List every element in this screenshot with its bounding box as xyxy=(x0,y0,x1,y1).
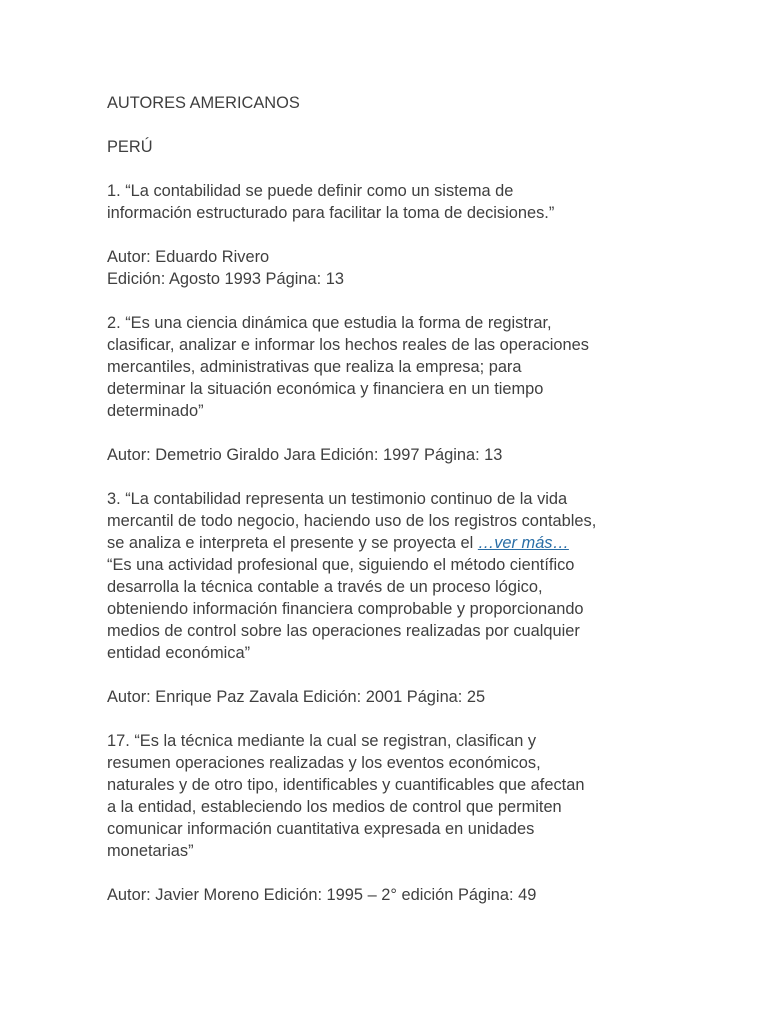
entry-1-author: Autor: Eduardo Rivero xyxy=(107,248,270,266)
entry-2-author: Autor: Demetrio Giraldo Jara Edición: 1997 Página: 13 xyxy=(107,446,503,464)
entry-17-citation xyxy=(107,884,667,906)
entry-3-continuation-line: entidad económica” xyxy=(107,644,251,662)
entry-3-continuation-line: desarrolla la técnica contable a través de un proceso lógico, xyxy=(107,578,543,596)
entry-1-line: 1. “La contabilidad se puede definir como un sistema de xyxy=(107,182,514,200)
entry-17-quote xyxy=(107,730,667,862)
entry-2-quote xyxy=(107,312,667,422)
entry-17-line: resumen operaciones realizadas y los eventos económicos, xyxy=(107,754,541,772)
entry-2-line: mercantiles, administrativas que realiza la empresa; para xyxy=(107,358,522,376)
document-page xyxy=(107,92,667,906)
entry-3-line: mercantil de todo negocio, haciendo uso de los registros contables, xyxy=(107,512,597,530)
document-heading: AUTORES AMERICANOS xyxy=(107,94,300,112)
entry-17-line: 17. “Es la técnica mediante la cual se registran, clasifican y xyxy=(107,732,537,750)
entry-17-line: a la entidad, estableciendo los medios de control que permiten xyxy=(107,798,562,816)
entry-3-line-text: se analiza e interpreta el presente y se proyecta el xyxy=(107,534,478,552)
entry-3-line: 3. “La contabilidad representa un testimonio continuo de la vida xyxy=(107,490,568,508)
country-heading: PERÚ xyxy=(107,138,153,156)
entry-2-line: clasificar, analizar e informar los hechos reales de las operaciones xyxy=(107,336,589,354)
entry-2-line: determinado” xyxy=(107,402,204,420)
entry-1-line: información estructurado para facilitar la toma de decisiones.” xyxy=(107,204,555,222)
entry-2-citation xyxy=(107,444,667,466)
entry-17-author: Autor: Javier Moreno Edición: 1995 – 2° edición Página: 49 xyxy=(107,886,537,904)
entry-3-continuation-line: obteniendo información financiera comprobable y proporcionando xyxy=(107,600,584,618)
entry-1-citation xyxy=(107,246,667,290)
entry-1-quote xyxy=(107,180,667,224)
entry-2-line: 2. “Es una ciencia dinámica que estudia la forma de registrar, xyxy=(107,314,552,332)
entry-17-line: naturales y de otro tipo, identificables y cuantificables que afectan xyxy=(107,776,585,794)
entry-3-author: Autor: Enrique Paz Zavala Edición: 2001 Página: 25 xyxy=(107,688,486,706)
entry-17-line: comunicar información cuantitativa expresada en unidades xyxy=(107,820,535,838)
ver-mas-link[interactable]: …ver más… xyxy=(477,534,569,552)
entry-3-continuation-line: medios de control sobre las operaciones realizadas por cualquier xyxy=(107,622,580,640)
entry-2-line: determinar la situación económica y financiera en un tiempo xyxy=(107,380,544,398)
entry-3-line-with-link xyxy=(107,532,667,554)
entry-17-line: monetarias” xyxy=(107,842,194,860)
entry-1-edition: Edición: Agosto 1993 Página: 13 xyxy=(107,270,344,288)
entry-3-citation xyxy=(107,686,667,708)
entry-3-continuation-line: “Es una actividad profesional que, siguiendo el método científico xyxy=(107,556,575,574)
entry-3-quote xyxy=(107,488,667,664)
